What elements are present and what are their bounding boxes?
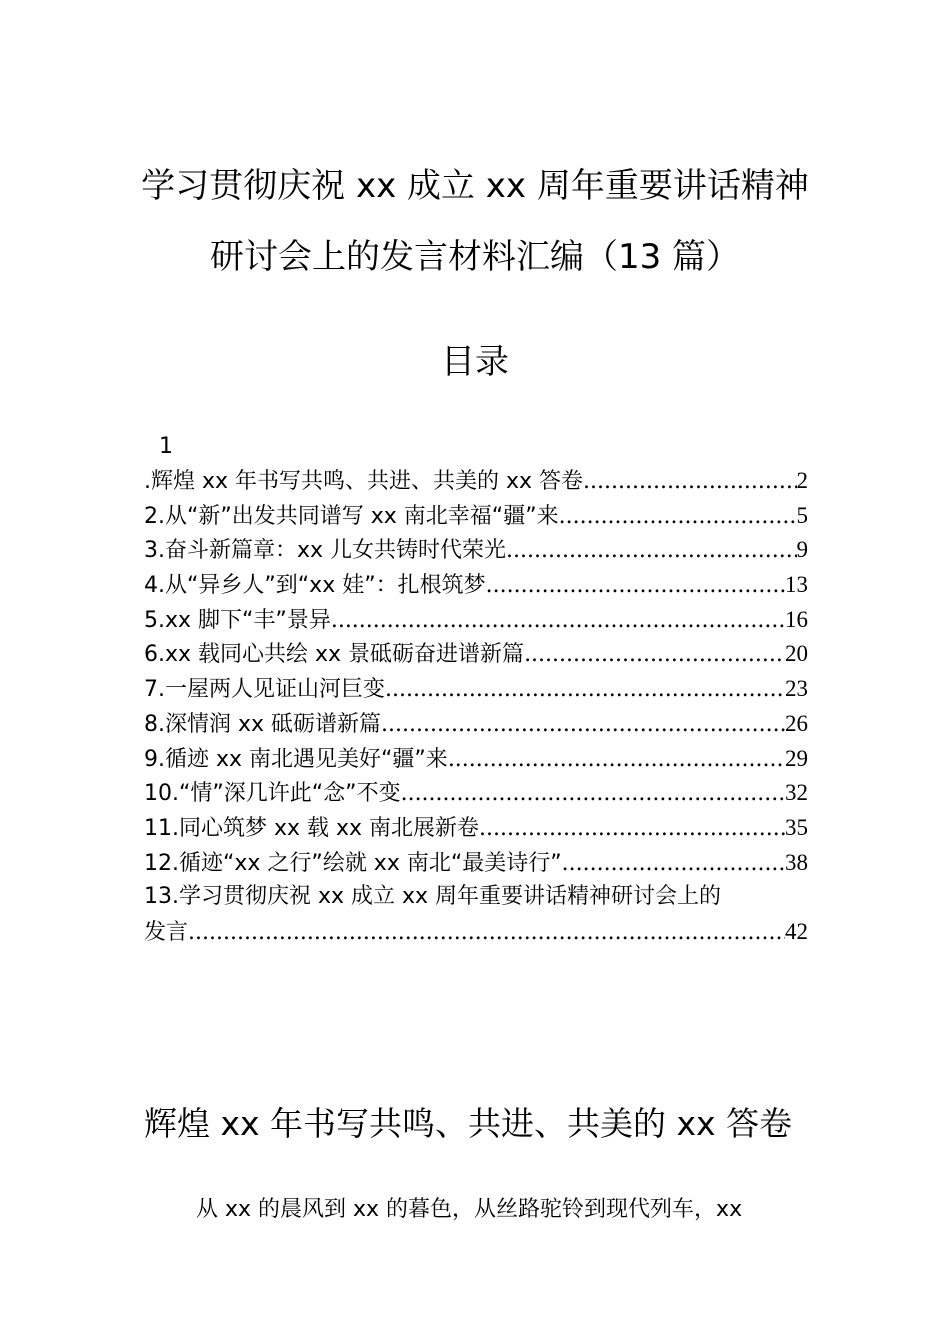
toc-page-number: 29 — [785, 745, 808, 771]
document-title-line-1: 学习贯彻庆祝 xx 成立 xx 周年重要讲话精神 — [141, 166, 809, 206]
toc-entry-13[interactable] — [144, 915, 808, 950]
toc-entry-text: 2.从“新”出发共同谱写 xx 南北幸福“疆”来 — [144, 503, 559, 529]
toc-entry-text: .辉煌 xx 年书写共鸣、共进、共美的 xx 答卷 — [144, 469, 584, 494]
toc-page-number: 20 — [785, 641, 808, 667]
toc-entry-8[interactable] — [144, 707, 808, 742]
toc-dot-leader — [486, 569, 785, 604]
toc-dot-leader — [188, 916, 785, 951]
toc-page-number: 35 — [785, 814, 808, 840]
toc-dot-leader — [506, 534, 796, 569]
toc-entry-text: 发言 — [144, 919, 189, 945]
toc-page-number: 5 — [796, 502, 808, 528]
toc-dot-leader — [385, 673, 785, 708]
toc-entry-1-number[interactable]: 1 — [159, 434, 173, 459]
table-of-contents — [144, 430, 808, 950]
toc-page-number: 2 — [796, 468, 808, 493]
toc-entry-9[interactable] — [144, 742, 808, 777]
body-paragraph: 从 xx 的晨风到 xx 的暮色，从丝路驼铃到现代列车，xx — [196, 1197, 743, 1222]
toc-entry-text: 4.从“异乡人”到“xx 娃”：扎根筑梦 — [144, 573, 486, 599]
toc-entry-11[interactable] — [144, 811, 808, 846]
toc-dot-leader — [401, 777, 785, 812]
toc-entry-text: 10.“情”深几许此“念”不变 — [144, 781, 401, 807]
toc-entry-1[interactable] — [144, 464, 808, 499]
toc-dot-leader — [524, 638, 785, 673]
toc-entry-text: 11.同心筑梦 xx 载 xx 南北展新卷 — [144, 815, 480, 841]
toc-page-number: 32 — [785, 780, 808, 806]
toc-dot-leader — [448, 743, 785, 778]
toc-entry-12[interactable] — [144, 846, 808, 881]
toc-entry-text: 3.奋斗新篇章：xx 儿女共铸时代荣光 — [144, 538, 507, 564]
document-title-line-2: 研讨会上的发言材料汇编（13 篇） — [209, 237, 741, 277]
toc-page-number: 26 — [785, 710, 808, 736]
toc-entry-2[interactable] — [144, 499, 808, 534]
toc-entry-5[interactable] — [144, 603, 808, 638]
toc-entry-text: 5.xx 脚下“丰”景异 — [144, 607, 331, 633]
toc-entry-3[interactable] — [144, 533, 808, 568]
toc-page-number: 38 — [785, 849, 808, 875]
toc-page-number: 9 — [796, 537, 808, 563]
toc-entry-6[interactable] — [144, 637, 808, 672]
toc-entry-13-line-1[interactable]: 13.学习贯彻庆祝 xx 成立 xx 周年重要讲话精神研讨会上的 — [144, 884, 722, 910]
toc-entry-4[interactable] — [144, 568, 808, 603]
toc-entry-text: 9.循迹 xx 南北遇见美好“疆”来 — [144, 746, 448, 772]
toc-dot-leader — [583, 465, 796, 500]
toc-dot-leader — [559, 500, 797, 535]
toc-heading: 目录 — [441, 342, 509, 382]
toc-entry-text: 6.xx 载同心共绘 xx 景砥砺奋进谱新篇 — [144, 642, 525, 668]
toc-page-number: 42 — [785, 918, 808, 944]
toc-entry-text: 7.一屋两人见证山河巨变 — [144, 677, 385, 703]
toc-page-number: 13 — [785, 572, 808, 598]
toc-entry-text: 12.循迹“xx 之行”绘就 xx 南北“最美诗行” — [144, 850, 562, 876]
toc-dot-leader — [381, 708, 785, 743]
toc-dot-leader — [479, 812, 785, 847]
toc-dot-leader — [562, 847, 785, 882]
section-heading: 辉煌 xx 年书写共鸣、共进、共美的 xx 答卷 — [144, 1104, 793, 1143]
toc-page-number: 23 — [785, 676, 808, 702]
toc-page-number: 16 — [785, 606, 808, 632]
toc-entry-text: 8.深情润 xx 砥砺谱新篇 — [144, 711, 382, 737]
toc-entry-10[interactable] — [144, 776, 808, 811]
toc-entry-7[interactable] — [144, 672, 808, 707]
toc-dot-leader — [331, 604, 785, 639]
